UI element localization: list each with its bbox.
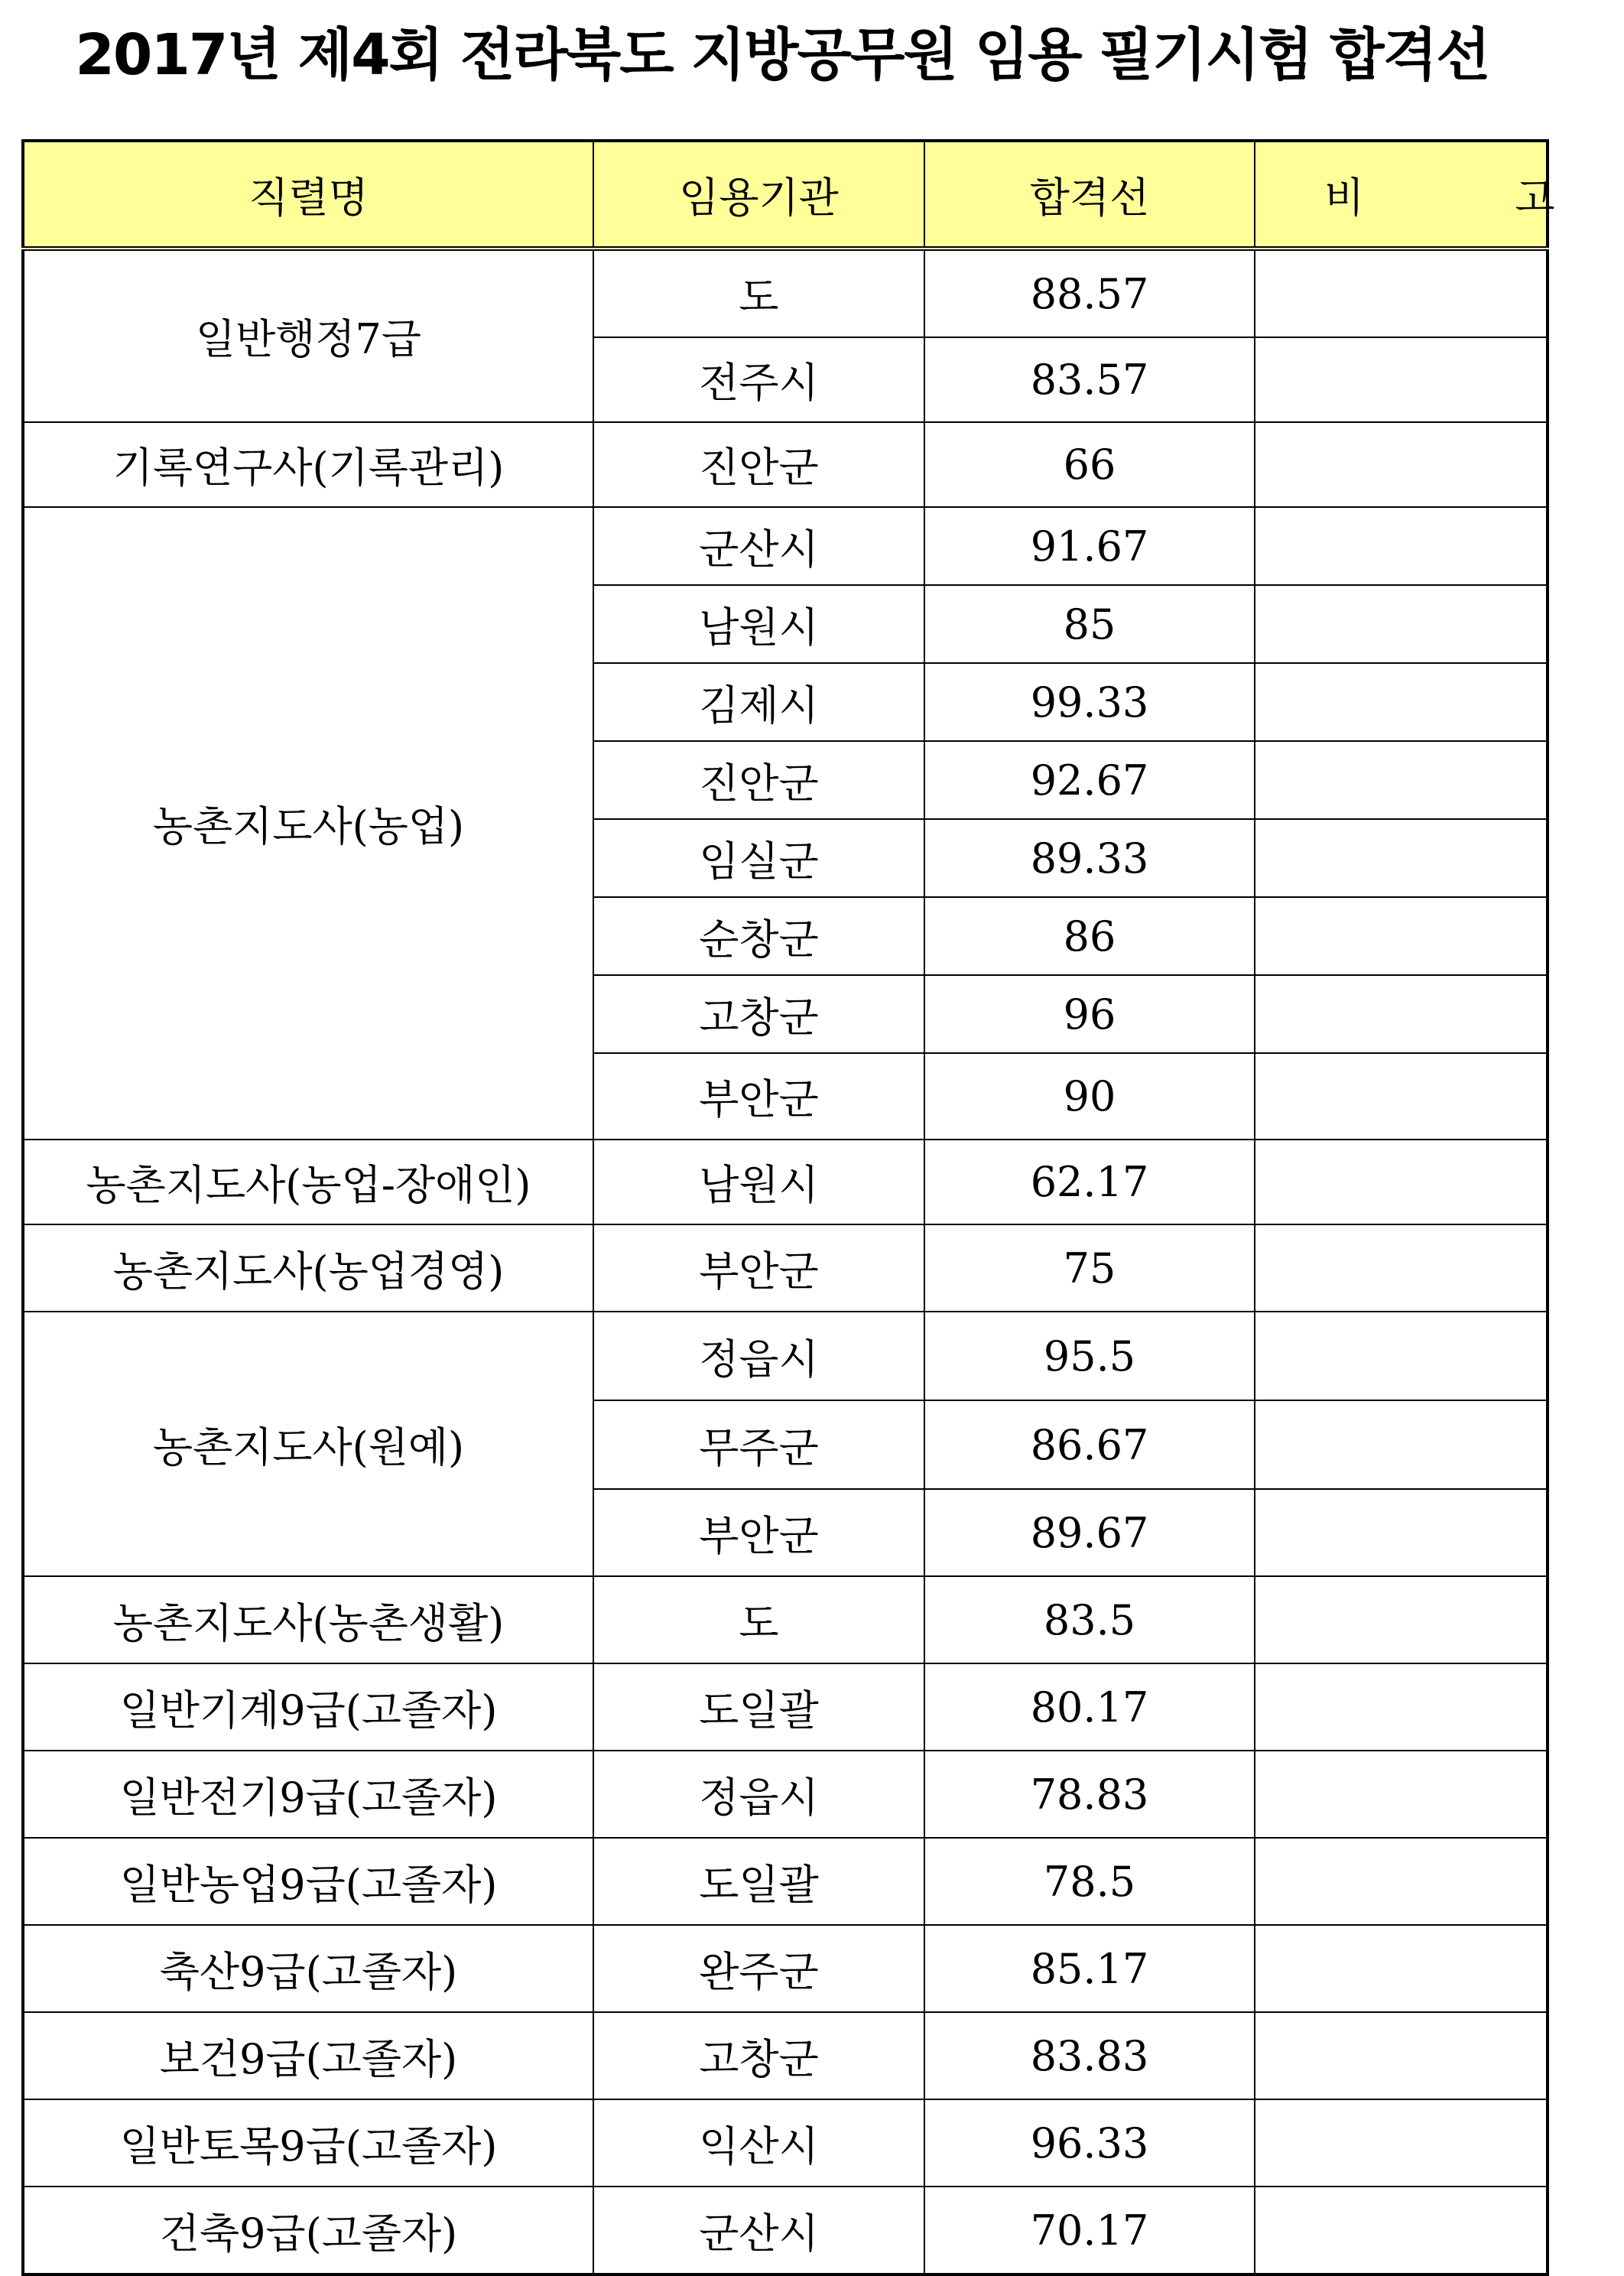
table-row [23, 1140, 1548, 1224]
note-cell [1255, 249, 1548, 337]
agency-cell: 도 [593, 249, 924, 337]
header-note [1255, 141, 1624, 249]
cutoff-cell: 92.67 [924, 741, 1255, 819]
note-cell [1255, 819, 1548, 897]
cutoff-cell: 89.33 [924, 819, 1255, 897]
table-row [23, 422, 1548, 507]
job-cell: 농촌지도사(원예) [23, 1312, 593, 1576]
agency-cell: 도일괄 [593, 1838, 924, 1925]
cutoff-cell: 99.33 [924, 663, 1255, 741]
note-cell [1255, 1663, 1548, 1751]
cutoff-cell: 83.57 [924, 337, 1255, 422]
cutoff-cell: 83.83 [924, 2012, 1255, 2099]
cutoff-cell: 86 [924, 897, 1255, 975]
agency-cell: 부안군 [593, 1489, 924, 1576]
cutoff-cell: 70.17 [924, 2187, 1255, 2274]
note-cell [1255, 1140, 1548, 1224]
cutoff-cell: 91.67 [924, 507, 1255, 585]
cutoff-cell: 95.5 [924, 1312, 1255, 1400]
document-title: 2017년 제4회 전라북도 지방공무원 임용 필기시험 합격선 [75, 22, 1489, 88]
table-row [23, 1224, 1548, 1312]
note-cell [1255, 741, 1548, 819]
agency-cell: 부안군 [593, 1224, 924, 1312]
cutoff-cell: 96 [924, 975, 1255, 1053]
header-agency: 임용기관 [593, 141, 924, 249]
table-row [23, 1838, 1548, 1925]
cutoff-cell: 96.33 [924, 2099, 1255, 2187]
agency-cell: 남원시 [593, 585, 924, 663]
agency-cell: 고창군 [593, 2012, 924, 2099]
agency-cell: 고창군 [593, 975, 924, 1053]
table-row [23, 2187, 1548, 2274]
job-cell: 축산9급(고졸자) [23, 1925, 593, 2012]
job-cell: 기록연구사(기록관리) [23, 422, 593, 507]
table-row [23, 507, 1548, 585]
cutoff-cell: 78.5 [924, 1838, 1255, 1925]
agency-cell: 군산시 [593, 507, 924, 585]
agency-cell: 익산시 [593, 2099, 924, 2187]
table-row [23, 1663, 1548, 1751]
cutoff-cell: 83.5 [924, 1576, 1255, 1663]
job-cell: 일반농업9급(고졸자) [23, 1838, 593, 1925]
agency-cell: 임실군 [593, 819, 924, 897]
note-cell [1255, 2187, 1548, 2274]
agency-cell: 정읍시 [593, 1312, 924, 1400]
note-cell [1255, 507, 1548, 585]
cutoff-cell: 85 [924, 585, 1255, 663]
note-cell [1255, 1925, 1548, 2012]
job-cell: 농촌지도사(농촌생활) [23, 1576, 593, 1663]
note-cell [1255, 1838, 1548, 1925]
table-row [23, 2012, 1548, 2099]
agency-cell: 진안군 [593, 422, 924, 507]
note-cell [1255, 1224, 1548, 1312]
agency-cell: 도 [593, 1576, 924, 1663]
note-cell [1255, 1751, 1548, 1838]
note-cell [1255, 663, 1548, 741]
job-cell: 일반토목9급(고졸자) [23, 2099, 593, 2187]
job-cell: 농촌지도사(농업) [23, 507, 593, 1140]
note-cell [1255, 1400, 1548, 1489]
agency-cell: 도일괄 [593, 1663, 924, 1751]
note-cell [1255, 1489, 1548, 1576]
table-row [23, 1751, 1548, 1838]
table-row [23, 249, 1548, 337]
job-cell: 보건9급(고졸자) [23, 2012, 593, 2099]
job-cell: 농촌지도사(농업-장애인) [23, 1140, 593, 1224]
header-job: 직렬명 [23, 141, 593, 249]
cutoff-cell: 88.57 [924, 249, 1255, 337]
note-cell [1255, 585, 1548, 663]
note-cell [1255, 975, 1548, 1053]
cutoff-cell: 66 [924, 422, 1255, 507]
job-cell: 일반전기9급(고졸자) [23, 1751, 593, 1838]
note-cell [1255, 2012, 1548, 2099]
agency-cell: 정읍시 [593, 1751, 924, 1838]
note-cell [1255, 1312, 1548, 1400]
agency-cell: 무주군 [593, 1400, 924, 1489]
agency-cell: 남원시 [593, 1140, 924, 1224]
header-cutoff: 합격선 [924, 141, 1255, 249]
job-cell: 일반기계9급(고졸자) [23, 1663, 593, 1751]
table-row [23, 1576, 1548, 1663]
table-row [23, 1925, 1548, 2012]
agency-cell: 순창군 [593, 897, 924, 975]
cutoff-cell: 75 [924, 1224, 1255, 1312]
note-cell [1255, 1053, 1548, 1140]
cutoff-cell: 86.67 [924, 1400, 1255, 1489]
agency-cell: 전주시 [593, 337, 924, 422]
cutoff-cell: 90 [924, 1053, 1255, 1140]
agency-cell: 군산시 [593, 2187, 924, 2274]
cutoff-cell: 85.17 [924, 1925, 1255, 2012]
header-row [23, 141, 1548, 249]
note-cell [1255, 1576, 1548, 1663]
cutoff-cell: 80.17 [924, 1663, 1255, 1751]
table-row [23, 1312, 1548, 1400]
note-cell [1255, 2099, 1548, 2187]
cutoff-cell: 78.83 [924, 1751, 1255, 1838]
job-cell: 농촌지도사(농업경영) [23, 1224, 593, 1312]
agency-cell: 김제시 [593, 663, 924, 741]
agency-cell: 완주군 [593, 1925, 924, 2012]
table-row [23, 2099, 1548, 2187]
cutoff-cell: 62.17 [924, 1140, 1255, 1224]
agency-cell: 부안군 [593, 1053, 924, 1140]
job-cell: 일반행정7급 [23, 249, 593, 422]
cutoff-cell: 89.67 [924, 1489, 1255, 1576]
job-cell: 건축9급(고졸자) [23, 2187, 593, 2274]
note-cell [1255, 337, 1548, 422]
note-cell [1255, 897, 1548, 975]
header-note-label: 비 고 [1324, 173, 1624, 222]
agency-cell: 진안군 [593, 741, 924, 819]
table-header [23, 141, 1624, 249]
note-cell [1255, 422, 1548, 507]
cutoff-table [21, 139, 1624, 2276]
table-body [23, 249, 1548, 2274]
